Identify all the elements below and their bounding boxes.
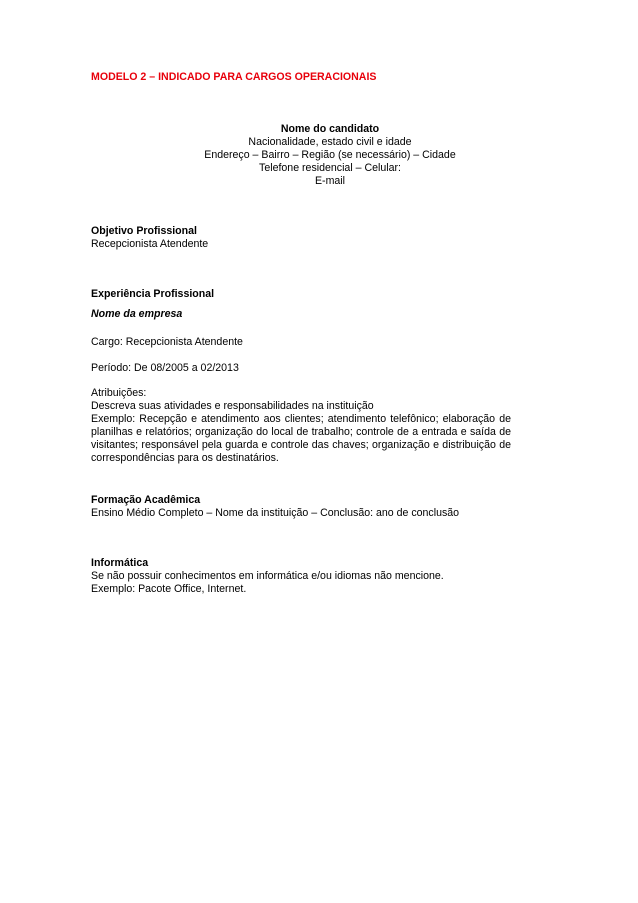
education-text: Ensino Médio Completo – Nome da instituição – Conclusão: ano de conclusão xyxy=(91,507,460,519)
duties-line: visitantes; responsável pela guarda e controle das chaves; organização e distribuição de xyxy=(91,439,511,451)
duties-line: Exemplo: Recepção e atendimento aos clientes; atendimento telefônico; elaboração de xyxy=(91,413,511,425)
experience-role-block xyxy=(91,336,551,349)
objective-section xyxy=(91,225,551,251)
experience-heading: Experiência Profissional xyxy=(91,288,215,300)
experience-period-block xyxy=(91,362,551,375)
experience-duties-block xyxy=(91,387,551,465)
education-heading: Formação Acadêmica xyxy=(91,494,201,506)
candidate-header xyxy=(91,123,569,188)
candidate-phone: Telefone residencial – Celular: xyxy=(259,162,401,174)
document-title: MODELO 2 – INDICADO PARA CARGOS OPERACIONAIS xyxy=(91,71,377,83)
period-text: Período: De 08/2005 a 02/2013 xyxy=(91,362,239,374)
role-text: Cargo: Recepcionista Atendente xyxy=(91,336,243,348)
computing-heading: Informática xyxy=(91,557,149,569)
candidate-email: E-mail xyxy=(314,175,346,187)
experience-company-block xyxy=(91,308,551,321)
computing-example: Exemplo: Pacote Office, Internet. xyxy=(91,583,247,595)
duties-label: Atribuições: xyxy=(91,387,147,399)
company-name: Nome da empresa xyxy=(91,308,183,320)
duties-line: Descreva suas atividades e responsabilidades na instituição xyxy=(91,400,374,412)
education-section xyxy=(91,494,551,520)
computing-text: Se não possuir conhecimentos em informática e/ou idiomas não mencione. xyxy=(91,570,444,582)
candidate-name: Nome do candidato xyxy=(280,123,380,135)
duties-line: planilhas e relatórios; organização do local de trabalho; controle de a entrada e saída de xyxy=(91,426,511,438)
computing-section xyxy=(91,557,551,596)
objective-heading: Objetivo Profissional xyxy=(91,225,197,237)
candidate-address: Endereço – Bairro – Região (se necessário) – Cidade xyxy=(204,149,456,161)
objective-text: Recepcionista Atendente xyxy=(91,238,209,250)
duties-line: correspondências para os destinatários. xyxy=(91,452,279,464)
experience-section xyxy=(91,288,551,301)
candidate-nationality: Nacionalidade, estado civil e idade xyxy=(248,136,412,148)
